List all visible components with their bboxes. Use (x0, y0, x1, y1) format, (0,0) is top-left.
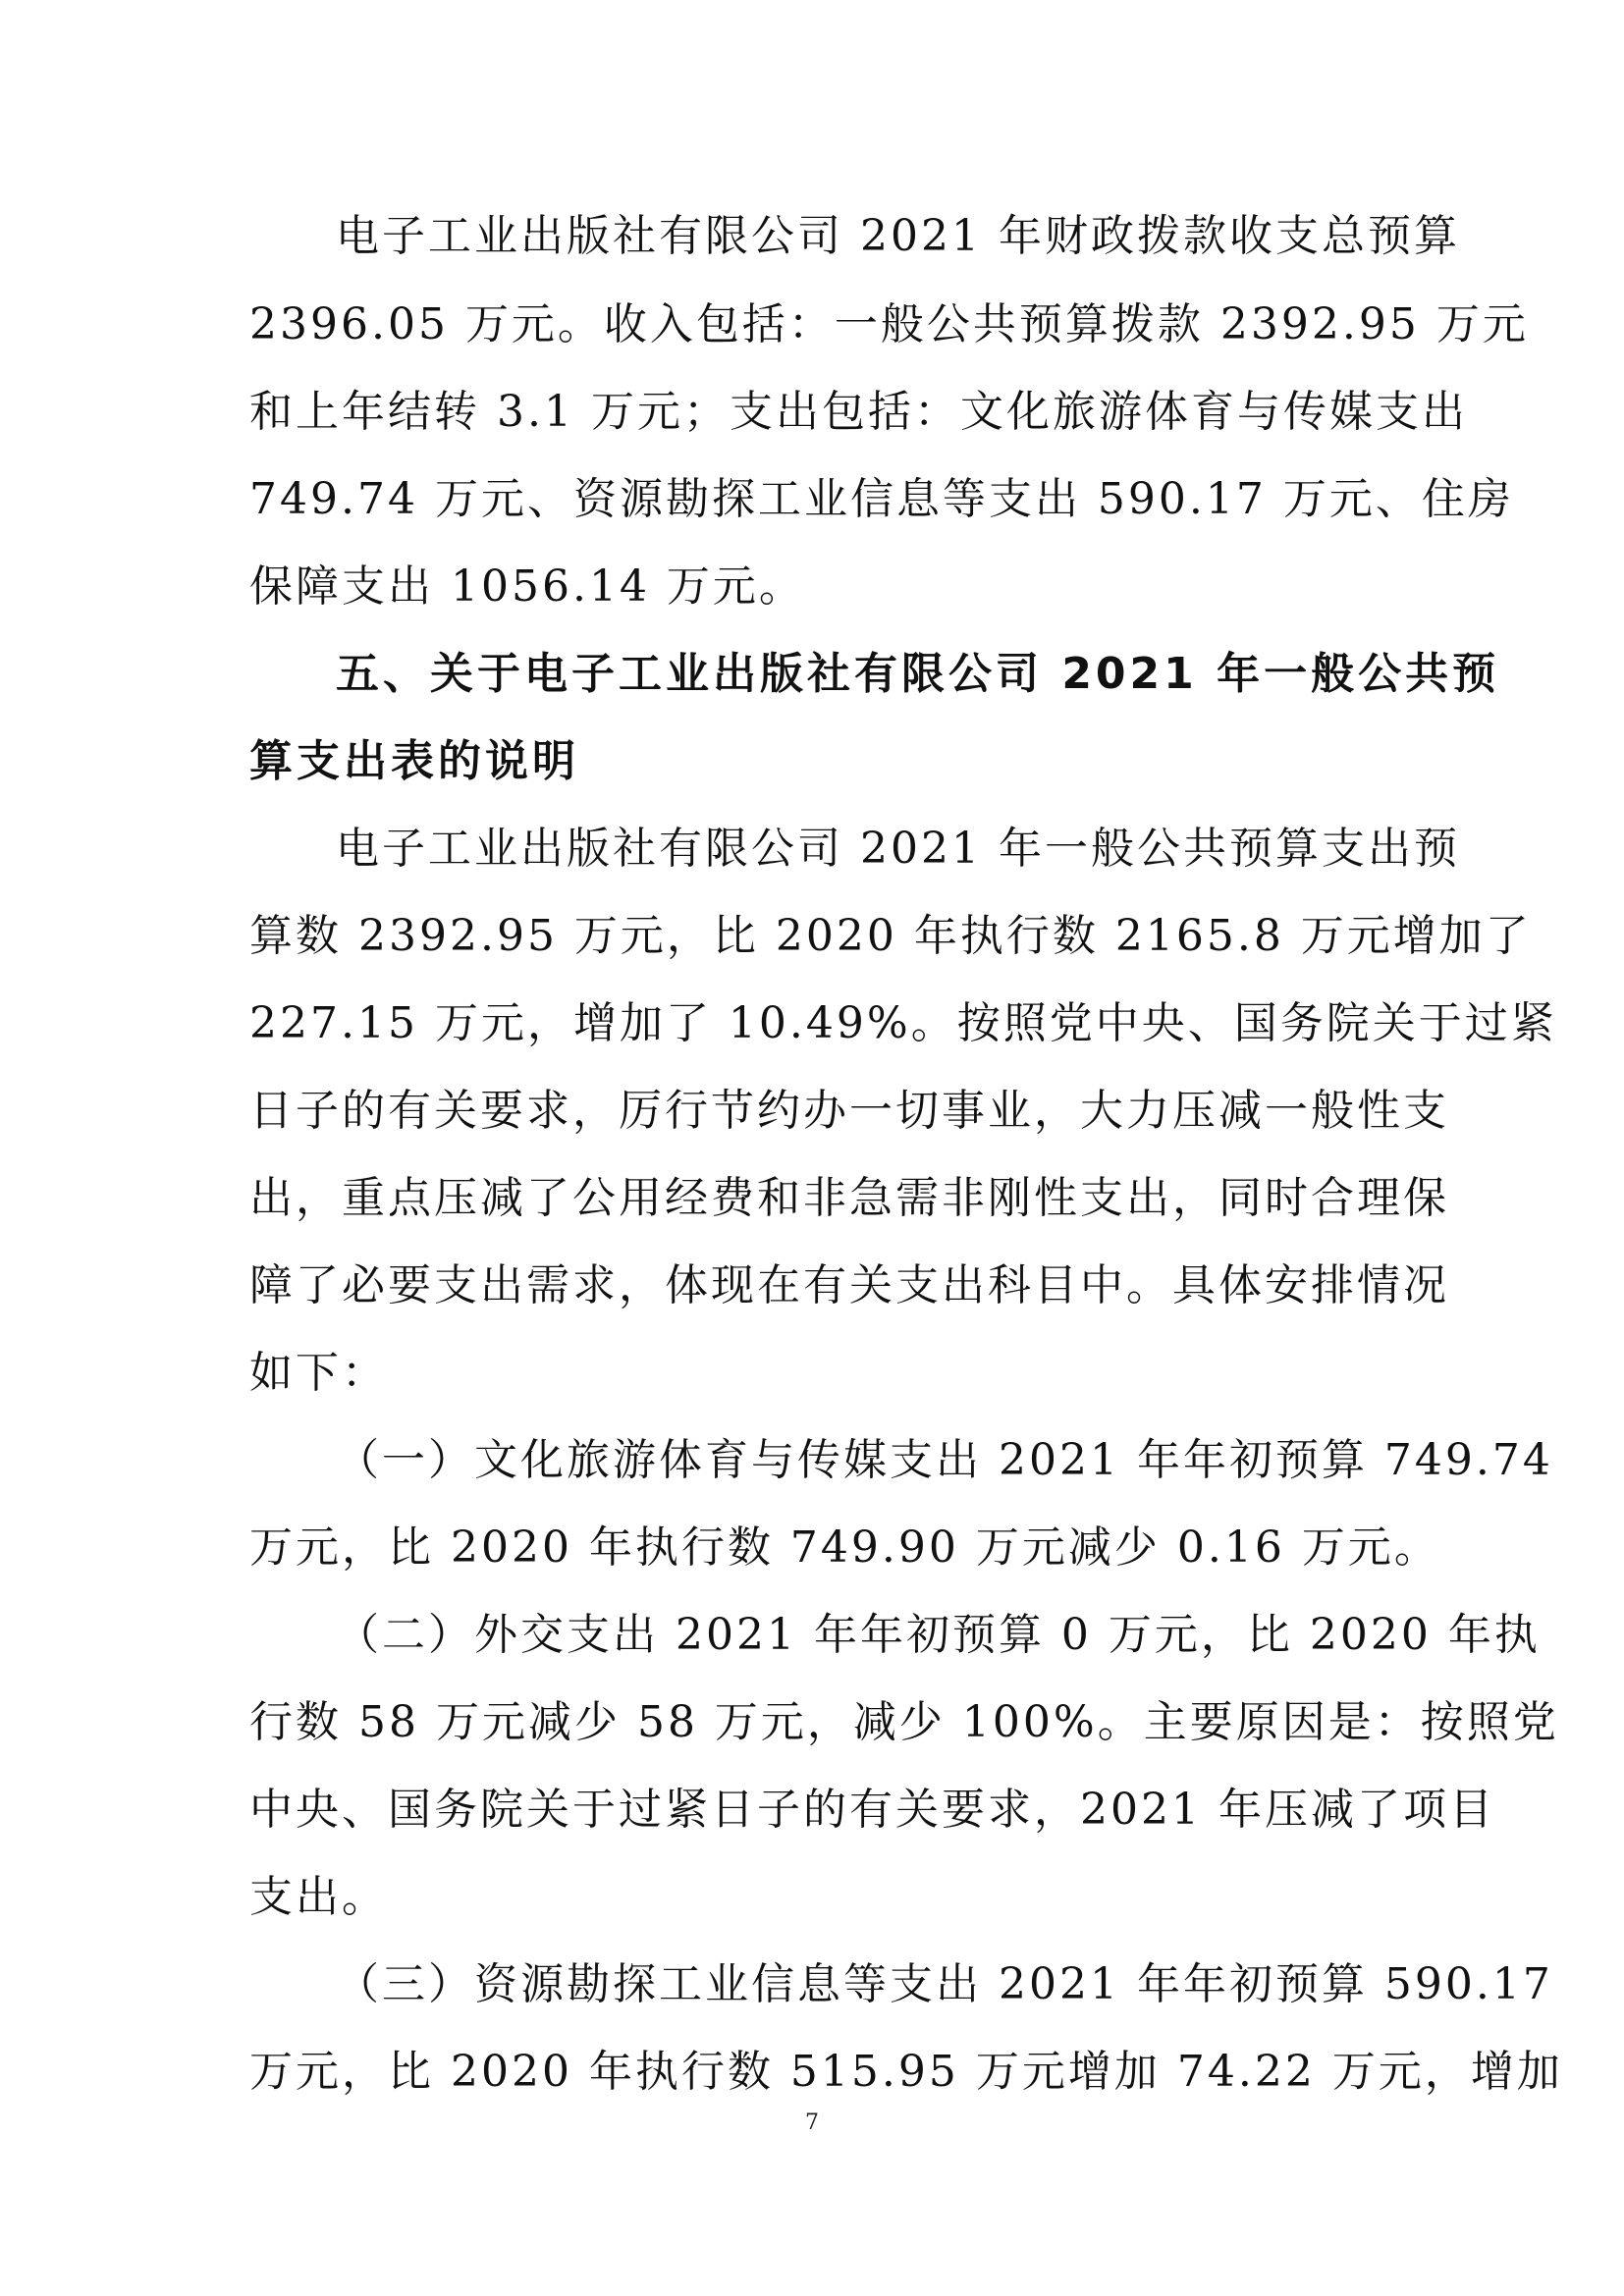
list-item-line: 支出。 (249, 1872, 388, 1922)
paragraph-line: 保障支出 1056.14 万元。 (249, 561, 805, 612)
paragraph-line: 日子的有关要求，厉行节约办一切事业，大力压减一般性支 (249, 1086, 1449, 1136)
paragraph-line: 和上年结转 3.1 万元；支出包括：文化旅游体育与传媒支出 (249, 387, 1468, 437)
list-item-line: 万元，比 2020 年执行数 515.95 万元增加 74.22 万元，增加 (249, 2047, 1563, 2097)
paragraph-line: 电子工业出版社有限公司 2021 年一般公共预算支出预 (336, 824, 1460, 874)
section-heading: 算支出表的说明 (249, 736, 579, 786)
list-item-line: （二）外交支出 2021 年年初预算 0 万元，比 2020 年执 (336, 1610, 1541, 1660)
section-heading: 五、关于电子工业出版社有限公司 2021 年一般公共预 (336, 649, 1500, 699)
paragraph-line: 749.74 万元、资源勘探工业信息等支出 590.17 万元、住房 (249, 474, 1514, 524)
paragraph-line: 227.15 万元，增加了 10.49%。按照党中央、国务院关于过紧 (249, 998, 1557, 1048)
paragraph-line: 算数 2392.95 万元，比 2020 年执行数 2165.8 万元增加了 (249, 911, 1532, 961)
list-item-line: 行数 58 万元减少 58 万元，减少 100%。主要原因是：按照党 (249, 1697, 1559, 1747)
paragraph-line: 电子工业出版社有限公司 2021 年财政拨款收支总预算 (336, 211, 1460, 261)
paragraph-line: 如下： (249, 1348, 388, 1398)
page-number: 7 (805, 2110, 819, 2135)
paragraph-line: 出，重点压减了公用经费和非急需非刚性支出，同时合理保 (249, 1173, 1449, 1223)
list-item-line: （三）资源勘探工业信息等支出 2021 年年初预算 590.17 (336, 1959, 1553, 2009)
list-item-line: 万元，比 2020 年执行数 749.90 万元减少 0.16 万元。 (249, 1522, 1440, 1573)
list-item-line: 中央、国务院关于过紧日子的有关要求，2021 年压减了项目 (249, 1785, 1495, 1835)
paragraph-line: 障了必要支出需求，体现在有关支出科目中。具体安排情况 (249, 1260, 1449, 1310)
list-item-line: （一）文化旅游体育与传媒支出 2021 年年初预算 749.74 (336, 1435, 1553, 1485)
paragraph-line: 2396.05 万元。收入包括：一般公共预算拨款 2392.95 万元 (249, 299, 1529, 349)
